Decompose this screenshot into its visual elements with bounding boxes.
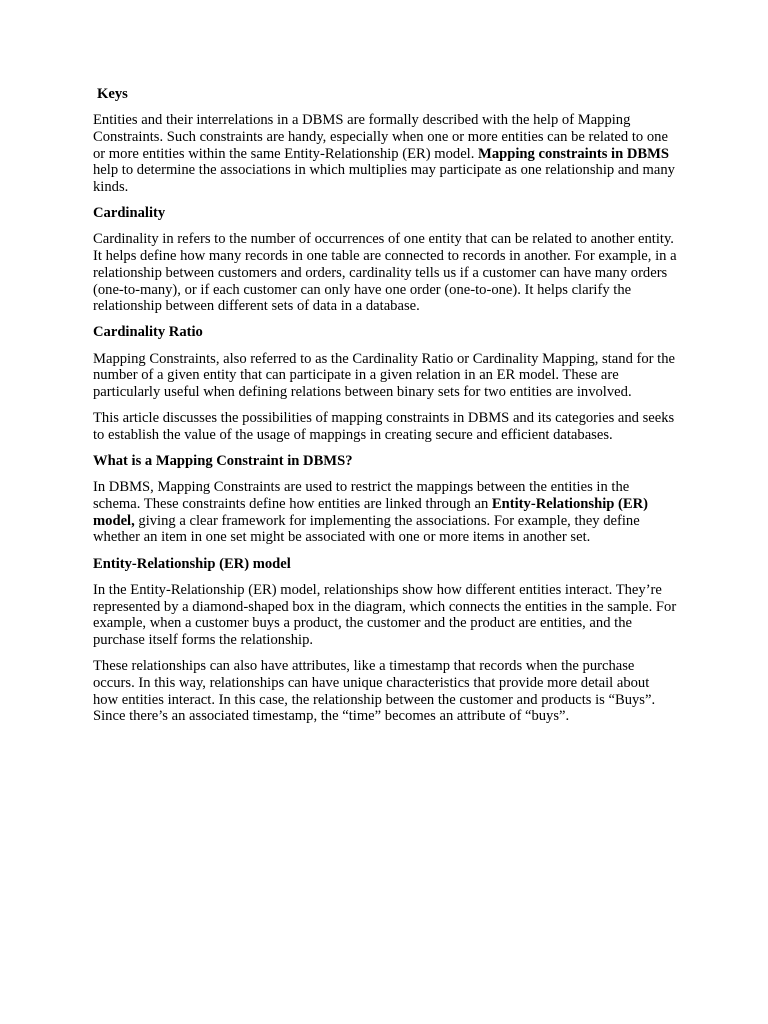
cardinality-ratio-heading: Cardinality Ratio [93, 324, 203, 341]
intro-paragraph [93, 112, 677, 196]
cardinality-paragraph: Cardinality in refers to the number of occurrences of one entity that can be related to another entity. It helps define how many records in one table are connected to records in another. For example, in a relationship between customers and orders, cardinality tells us if a customer can have many orders (one-to-many), or if each customer can only have one order (one-to-one). It helps clarify the relationship between different sets of data in a database. [93, 231, 677, 315]
keys-heading: Keys [97, 86, 128, 102]
relationship-attributes-paragraph: These relationships can also have attributes, like a timestamp that records when the purchase occurs. In this way, relationships can have unique characteristics that provide more detail about how entities interact. In this case, the relationship between the customer and products is “Buys”. Since there’s an associated timestamp, the “time” becomes an attribute of “buys”. [93, 658, 656, 725]
intro-text-start: Entities and their interrelations in a DBMS are formally described with the help of Mapping Constraints. Such constraints are handy, especially when one or more entities can be related to one or more entities within the same Entity-Relationship (ER) model. [93, 112, 668, 162]
article-summary-paragraph: This article discusses the possibilities of mapping constraints in DBMS and its categories and seeks to establish the value of the usage of mappings in creating secure and efficient databases. [93, 410, 675, 443]
mapping-constraint-paragraph [93, 479, 677, 546]
er-model-paragraph: In the Entity-Relationship (ER) model, relationships show how different entities interact. They’re represented by a diamond-shaped box in the diagram, which connects the entities in the sample. For example, when a customer buys a product, the customer and the product are entities, and the purchase itself forms the relationship. [93, 581, 677, 648]
er-model-heading: Entity-Relationship (ER) model [93, 555, 291, 572]
mapping-text-start: In DBMS, Mapping Constraints are used to restrict the mappings between the entities in the schema. These constraints define how entities are linked through an [93, 479, 630, 513]
document-body [93, 86, 677, 735]
mapping-constraint-heading: What is a Mapping Constraint in DBMS? [93, 453, 353, 470]
mapping-text-end: giving a clear framework for implementing the associations. For example, they define whether an item in one set might be associated with one or more items in another set. [93, 512, 640, 546]
mapping-bold-term: Entity-Relationship (ER) model, [93, 496, 649, 529]
intro-bold-term: Mapping constraints in DBMS [478, 145, 670, 162]
intro-text-end: help to determine the associations in which multiplies may participate as one relationship and many kinds. [93, 162, 675, 196]
cardinality-heading: Cardinality [93, 205, 166, 222]
cardinality-ratio-paragraph: Mapping Constraints, also referred to as the Cardinality Ratio or Cardinality Mapping, stand for the number of a given entity that can participate in a given relation in an ER model. These are particularly useful when defining relations between binary sets for two entities are involved. [93, 350, 676, 401]
